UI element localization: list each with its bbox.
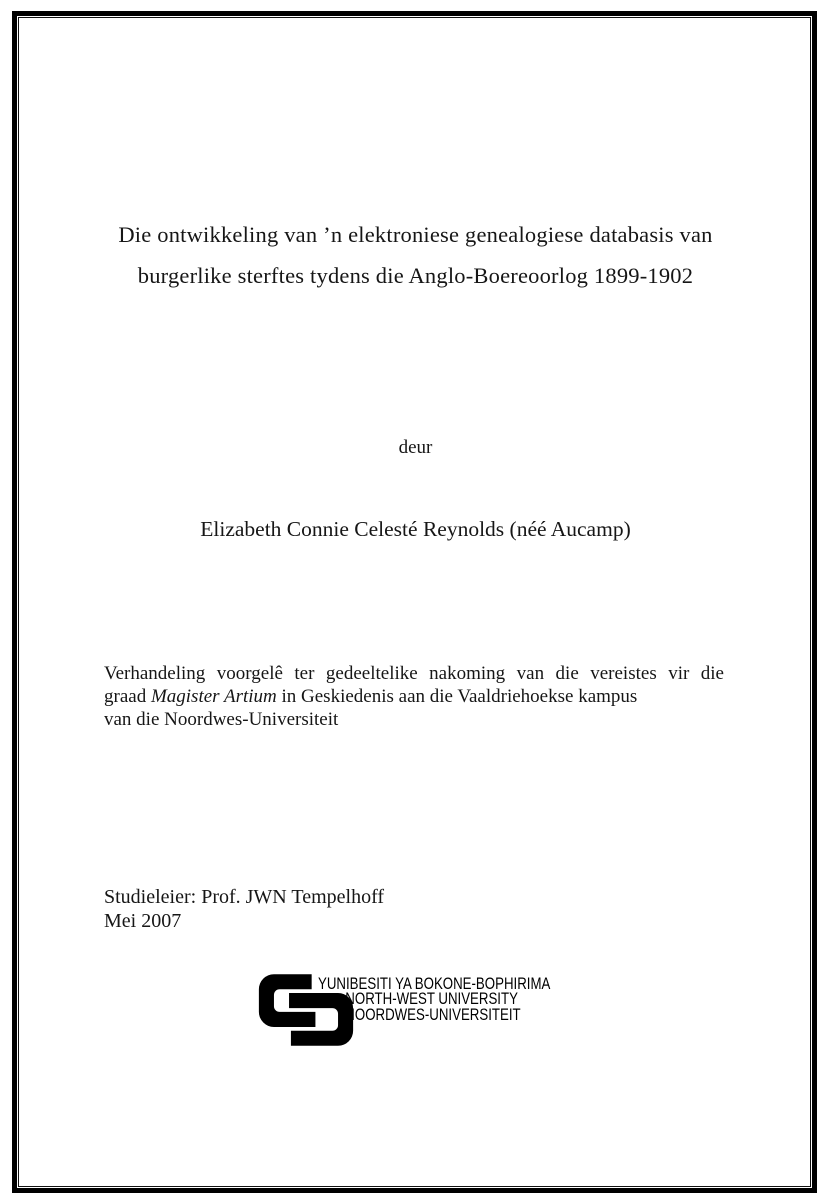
thesis-title-line2: burgerlike sterftes tydens die Anglo-Boereoorlog 1899-1902 [137,263,694,288]
logo-line-english: NORTH-WEST UNIVERSITY [345,989,518,1009]
declaration-paragraph [104,662,724,731]
degree-name: Magister Artium [150,686,277,707]
declaration-line2-post: in Geskiedenis aan die Vaaldriehoekse kampus [276,686,638,707]
declaration-line3: van die Noordwes-Universiteit [104,709,339,730]
supervisor-line: Studieleier: Prof. JWN Tempelhoff [104,886,385,908]
logo-line-afrikaans: NOORDWES-UNIVERSITEIT [345,1004,521,1024]
date-line: Mei 2007 [104,910,182,932]
author-name: Elizabeth Connie Celesté Reynolds (néé Aucamp) [200,517,631,541]
logo-line-setswana: YUNIBESITI YA BOKONE-BOPHIRIMA [318,974,551,993]
thesis-title [0,214,831,296]
declaration-line2 [104,685,724,708]
thesis-title-line1: Die ontwikkeling van ’n elektroniese genealogiese databasis van [118,222,713,247]
byline: deur [398,437,433,458]
declaration-line2-pre: graad [104,686,151,707]
declaration-line1: Verhandeling voorgelê ter gedeeltelike nakoming van die vereistes vir die [104,663,724,684]
university-logo-wordmark [318,976,550,1022]
